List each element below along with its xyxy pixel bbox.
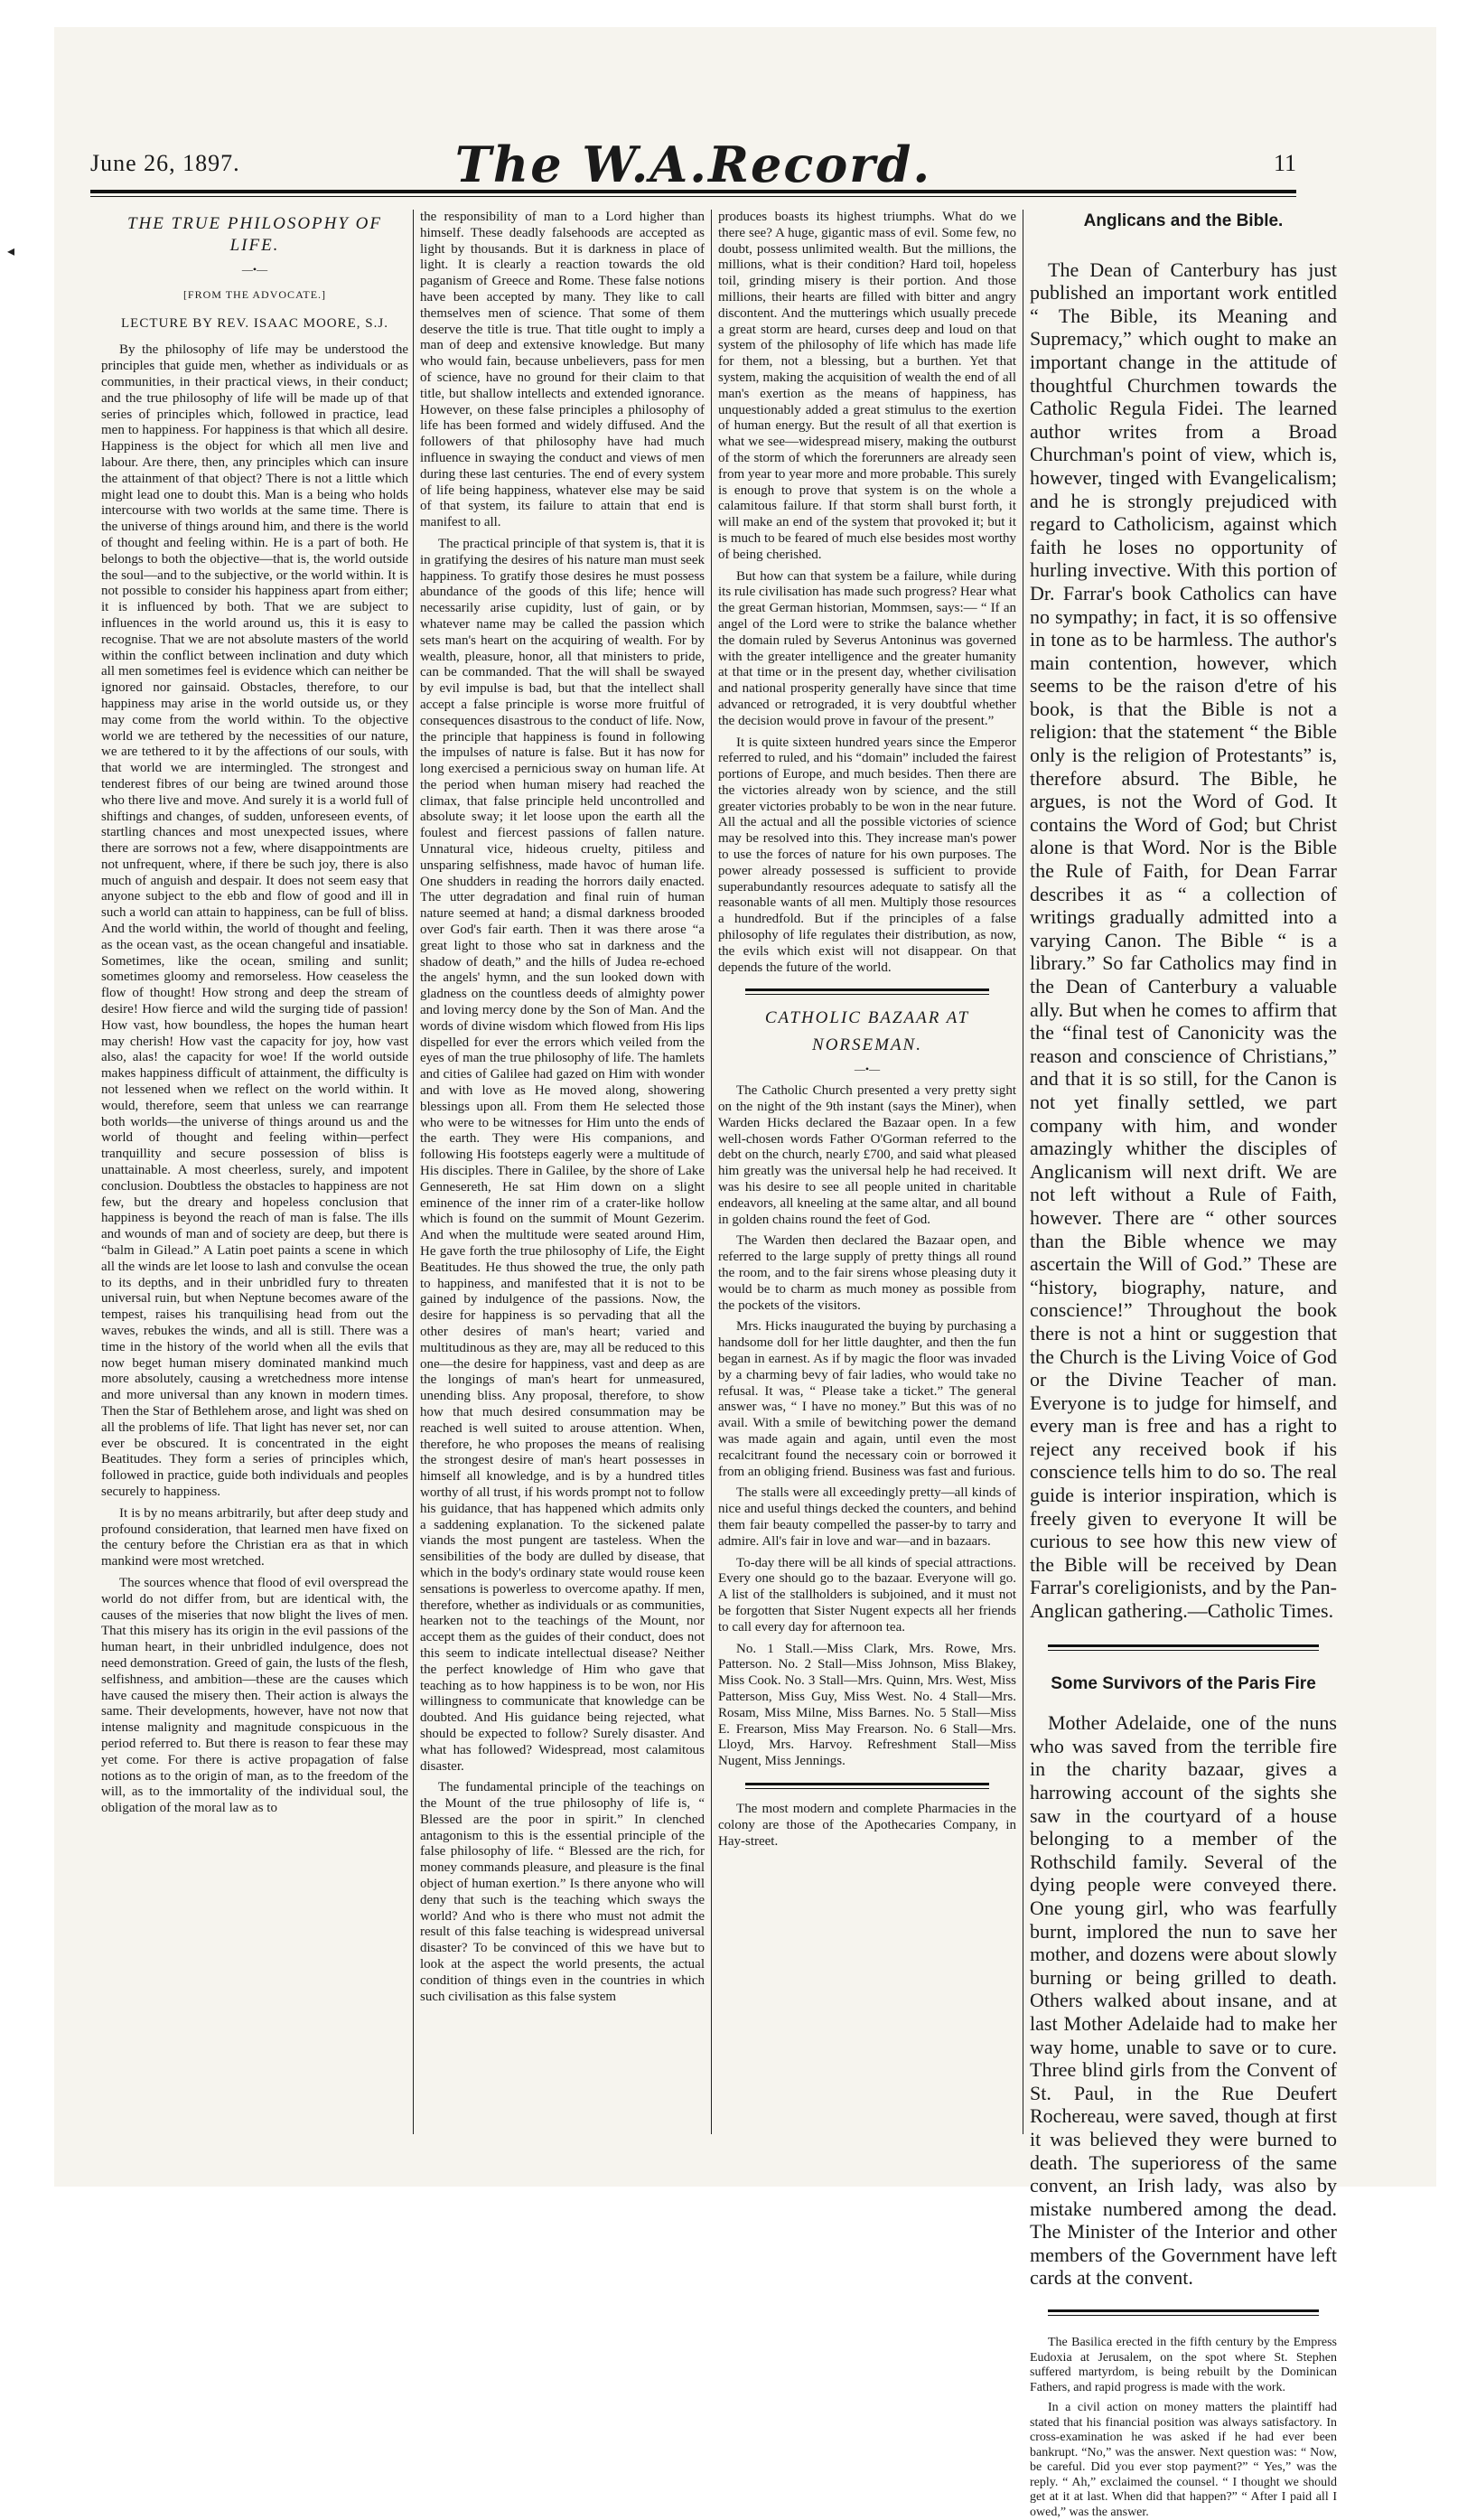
pharmacy-notice: The most modern and complete Pharmacies in the colony are those of the Apothecaries Company, in Hay-street. <box>718 1801 1016 1849</box>
article-paragraph: By the philosophy of life may be understood the principles that guide men, whether as individuals or as communities, in their practical views, in their conduct; and the true philosophy of life will be made up of that series of principles which, followed in practice, lead men to happiness. For happiness is that which all desire. Happiness is the object for which all men live and labour. Are there, then, any principles which can insure the attainment of that object? There is not a little which might lead one to doubt this. Man is a being who holds intercourse with two worlds at the same time. There is the universe of things around him, and there is the world of thought and feeling within. He is a part of both. He belongs to both the objective—that is, the world outside the soul—and to the subjective, or the world within. It is not possible to consider his happiness apart from either; it is influenced by both. That we are subject to influences in the world around us, this it is easy to recognise. That we are not absolute masters of the world within the conflict between inclination and duty which all men sometimes feel is evidence which can neither be ignored nor gainsaid. Obstacles, therefore, to our happiness may arise in the world outside us, or they may come from the world within. To the objective world we are tethered by the necessities of our nature, we are tethered to it by the affections of our souls, with that world we are intermingled. The strongest and tenderest fibres of our being are twined around those who there live and move. And surely it is a world full of shiftings and changes, of sudden, unforeseen events, of startling chances and most unexpected issues, where there are sorrows not a few, where disappointments are not unfrequent, where, if there be such joy, there is also much of anguish and despair. It does not seem easy that anyone subject to the ebb and flow of good and ill in such a world can attain to happiness, can be full of bliss. And the world within, the world of thought and feeling, as the ocean vast, as the ocean changeful and insatiable. Sometimes, like the ocean, smiling and sunlit; sometimes gloomy and remorseless. How ceaseless the flow of thought! How strong and deep the stream of desire! How fierce and wild the surging tide of passion! How vast, how boundless, the hopes the human heart may cherish! How vast the capacity for joy, how vast also, alas! the capacity for woe! If the world outside makes happiness difficult of attainment, the difficulty is not lessened when we reflect on the world within. It would, therefore, seem that unless we can rearrange both worlds—the universe of things around us and the world of thought and feeling within—perfect tranquillity and secure possession of bliss is unattainable. A most cheerless, surely, and impotent conclusion. Doubtless the obstacles to happiness are not few, but the dreary and hopeless conclusion that happiness is beyond the reach of man is false. The ills and wounds of man and of society are deep, but there is “balm in Gilead.” A Latin poet paints a scene in which all the winds are let loose to lash and convulse the ocean to its depths, and in their unbridled fury to threaten universal ruin, but when Neptune becomes aware of the tempest, raises his tranquilising head from out the waves, rebukes the winds, and all is still. There was a time in the history of the world when all the evils that now beget human misery dominated mankind much more absolutely, causing a wretchedness more intense and more universal than any known in modern times. Then the Star of Bethlehem arose, and light was shed on all the problems of life. That light has never set, nor can ever be obscured. It is concentrated in the eight Beatitudes. They form a series of principles which, followed in practice, guide both individuals and peoples securely to happiness. <box>101 342 408 1499</box>
margin-arrow-icon: ◂ <box>7 244 15 259</box>
column-divider <box>413 210 414 2134</box>
article-source: [FROM THE ADVOCATE.] <box>182 287 327 301</box>
article-paragraph: Mother Adelaide, one of the nuns who was saved from the terrible fire in the charity bazaar, gives a harrowing account of the sights she saw in the courtyard of a house belonging to a member of the Rothschild family. Several of the dying people were conveyed there. One young girl, who was fearfully burnt, implored the nun to save her mother, and dozens were about slowly burning or being grilled to death. Others walked about insane, and at last Mother Adelaide had to make her way home, unable to save or to cure. Three blind girls from the Convent of St. Paul, in the Rue Deufert Rochereau, were saved, though at first it was believed they were burned to death. The superioress of the same convent, an Irish lady, was also by mistake numbered among the dead. The Minister of the Interior and other members of the Government have left cards at the convent. <box>1030 1711 1337 2290</box>
ornament-dash: —•— <box>241 263 268 276</box>
section-rule <box>1048 1644 1319 1651</box>
page-number: 11 <box>1273 150 1296 176</box>
ornament-dash: —•— <box>854 1063 881 1076</box>
stallholder-list: No. 1 Stall.—Miss Clark, Mrs. Rowe, Mrs. Patterson. No. 2 Stall—Miss Johnson, Miss Blakey, Miss Cook. No. 3 Stall—Mrs. Quinn, Mrs. West, Miss Patterson, Miss Guy, Miss West. No. 4 Stall—Mrs. Rosam, Miss Milne, Miss Barnes. No. 5 Stall—Miss E. Frearson, Miss May Frearson. No. 6 Stall—Mrs. Lloyd, Mrs. Harvoy. Refreshment Stall—Miss Nugent, Miss Jennings. <box>718 1641 1016 1769</box>
brief-paragraph: In a civil action on money matters the plaintiff had stated that his financial position was always satisfactory. In cross-examination he was asked if he had ever been bankrupt. “No,” was the answer. Next question was: “ Now, be careful. Did you ever stop payment?” “ Yes,” was the reply. “ Ah,” exclaimed the counsel. “ I thought we should get at it at last. When did that happen?” “ After I paid all I owed,” was the answer. <box>1030 2401 1337 2519</box>
bazaar-paragraph: The Catholic Church presented a very pretty sight on the night of the 9th instant (says the Miner), when Warden Hicks declared the Bazaar open. In a few well-chosen words Father O'Gorman referred to the debt on the church, nearly £700, and said what pleased him greatly was the universal help he had received. It was his desire to see all people united in charitable endeavors, all kneeling at the same altar, and all bound in golden chains round the feet of God. <box>718 1083 1016 1227</box>
section-heading: Anglicans and the Bible. <box>1083 211 1284 230</box>
article-paragraph: It is by no means arbitrarily, but after deep study and profound consideration, that learned men have fixed on the century before the Christian era as that in which mankind were most wretched. <box>101 1505 408 1569</box>
article-paragraph: the responsibility of man to a Lord higher than himself. These deadly falsehoods are accepted as light by thousands. But it is darkness in place of light. It is clearly a reaction towards the old paganism of Greece and Rome. These false notions have been accepted by many. They like to call themselves men of science. That some of them deserve the title is true. That title ought to imply a man of deep and extensive knowledge. But many who would fain, because unbelievers, pass for men of science, have no ground for their claim to that title, but shallow intellects and extended ignorance. However, on these false principles a philosophy of life has been formed and widely diffused. And the followers of that philosophy have had much influence in swaying the conduct and views of men during these last centuries. The end of every system of life being happiness, whatever else may be said of that system, its failure to attain that end is manifest to all. <box>420 210 705 530</box>
column-4 <box>1030 210 1337 2519</box>
column-3 <box>718 210 1016 2134</box>
column-1 <box>101 210 408 2134</box>
article-byline: LECTURE BY REV. ISAAC MOORE, S.J. <box>121 315 388 331</box>
bazaar-title-line2: NORSEMAN. <box>812 1035 922 1055</box>
article-title: THE TRUE PHILOSOPHY OF LIFE. <box>126 214 383 255</box>
section-rule <box>1048 2309 1319 2316</box>
column-divider <box>711 210 712 2134</box>
bazaar-paragraph: The Warden then declared the Bazaar open, and referred to the large supply of pretty things all round the room, and to the fair sirens whose pleasing duty it would be to charm as much money as possible from the pockets of the visitors. <box>718 1233 1016 1313</box>
article-paragraph: produces boasts its highest triumphs. What do we there see? A huge, gigantic mass of evil. Some few, no doubt, possess unlimited wealth. But the millions, the millions, what is their condition? Hard toil, hopeless toil, grinding misery is their portion. And those millions, their hearts are filled with bitter and angry discontent. And the mutterings which usually precede a great storm are heard, curses deep and loud on that system of the philosophy of life which has made life for them, not a blessing, but a burthen. Yet that system, making the acquisition of wealth the end of all man's exertion as the means of happiness, has unquestionably added a great stimulus to the exertion of human energy. But the result of all that exertion is what we see—widespread misery, making the outburst of the storm of which the forerunners are already seen from year to year more and more probable. This surely is enough to prove that system is on the whole a calamitous failure. If that storm shall burst forth, it will make an end of the system that provoked it; but it is much to be feared of much else besides most worthy of being cherished. <box>718 210 1016 562</box>
section-rule <box>745 1783 989 1789</box>
article-paragraph: But how can that system be a failure, while during its rule civilisation has made such progress? Hear what the great German historian, Mommsen, says:— “ If an angel of the Lord were to strike the balance whether the domain ruled by Severus Antoninus was governed with the greater intelligence and the greater humanity at that time or in the present day, whether civilisation and national prosperity generally have since that time advanced or retrograded, it is very doubtful whether the decision would prove in favour of the present.” <box>718 568 1016 728</box>
article-paragraph: The Dean of Canterbury has just published an important work entitled “ The Bible, its Meaning and Supremacy,” which ought to make an important change in the attitude of thoughtful Churchmen towards the Catholic Regula Fidei. The learned author writes from a Broad Churchman's point of view, which is, however, tinged with Evangelicalism; and he is strongly prejudiced with regard to Catholicism, against which faith he loses no opportunity of hurling invective. With this portion of Dr. Farrar's book Catholics can have no sympathy; in fact, it is so offensive in tone as to be harmless. The author's main contention, however, which seems to be the raison d'etre of his book, is that the Bible is not a religion: that the statement “ the Bible only is the religion of Protestants” is, therefore absurd. The Bible, he argues, is not the Word of God. It contains the Word of God; but Christ alone is that Word. Nor is the Bible the Rule of Faith, for Dean Farrar describes it as “ a collection of writings gradually admitted into a varying Canon. The Bible “ is a library.” So far Catholics may find in the Dean of Canterbury a valuable ally. But when he comes to affirm that the “final test of Canonicity was the reason and conscience of Christians,” and that it is so still, for the Canon is not yet finally settled, we part company with him, and wonder amazingly whither the disciples of Anglicanism will next drift. We are not left without a Rule of Faith, however. There are “ other sources than the Bible whence we may ascertain the Will of God.” These are “history, biography, nature, and conscience!” Throughout the book there is not a hint or suggestion that the Church is the Living Voice of God or the Divine Teacher of man. Everyone is to judge for himself, and every man is free and has a right to reject any received book if his conscience tells him to do so. The real guide is interior inspiration, which is freely given to everyone It will be curious to see how this new view of the Bible will be received by Dean Farrar's coreligionists, and by the Pan-Anglican gathering.—Catholic Times. <box>1030 258 1337 1623</box>
bazaar-paragraph: To-day there will be all kinds of special attractions. Every one should go to the bazaar. Everyone will go. A list of the stallholders is subjoined, and it must not be forgotten that Sister Nugent expects all her friends to call every day for afternoon tea. <box>718 1555 1016 1635</box>
issue-date: June 26, 1897. <box>90 150 240 176</box>
section-heading: Some Survivors of the Paris Fire <box>1051 1673 1316 1693</box>
article-paragraph: The practical principle of that system is, that it is in gratifying the desires of his nature man must seek happiness. To gratify those desires he must possess abundance of the goods of this life; hence will necessarily arise cupidity, lust of gain, or by whatever name may be called the passion which sets man's heart on the acquiring of wealth. For by wealth, pleasure, honor, all that ministers to pride, can be commanded. That the will shall be swayed by evil impulse is bad, but that the intellect shall accept a false principle is worse more fruitful of consequences disastrous to the conduct of life. Now, the principle that happiness is found in following the impulses of nature is false. But it has now for long exercised a pernicious sway on human life. At the period when human misery had reached the climax, that false principle held uncontrolled and absolute sway; it let loose upon the earth all the foulest and fiercest passions of fallen nature. Unnatural vice, hideous cruelty, pitiless and unsparing selfishness, made havoc of human life. One shudders in reading the horrors daily enacted. The utter degradation and final ruin of human nature seemed at hand; a dismal darkness brooded over God's fair earth. Then it was there arose “a great light to those who sat in darkness and the shadow of death,” and the hills of Judea re-echoed the angels' hymn, and the sun looked down with gladness on the countless deeds of almighty power and loving mercy done by the Son of Man. And the words of divine wisdom which flowed from His lips dispelled for ever the errors which veiled from the eyes of man the true philosophy of life. The hamlets and cities of Galilee had gazed on Him with wonder and with love as He moved along, showering blessings upon all. From them He selected those who were to be witnesses for Him unto the ends of the earth. They were His companions, and following His footsteps eagerly were a multitude of His disciples. There in Galilee, by the shore of Lake Gennesereth, He sat Him down on a slight eminence of the inner rim of a crater-like hollow which is found on the summit of Mount Gezerim. And when the multitude were seated around Him, He gave forth the true philosophy of Life, the Eight Beatitudes. He thus showed the true, the only path to happiness, and manifested that it is not to be gained by indulgence of the passions. Now, the desire for happiness is so pervading that all the other desires of man's heart; varied and multitudinous as they are, may all be reduced to this one—the desire for happiness, vast and deep as are the longings of man's heart for unmeasured, unending bliss. Any proposal, therefore, to show how that much desired consummation may be reached is well suited to arouse attention. When, therefore, he who proposes the means of realising the strongest desire of man's heart possesses in himself all knowledge, and is by a hundred titles worthy of all trust, if his words prompt not to follow his guidance, that has happened which admits only a saddening explanation. To the sickened palate viands the most pungent are tasteless. When the sensibilities of the body are dulled by disease, that which in the body's ordinary state would rouse keen sensations is powerless to overcome apathy. If men, therefore, whether as individuals or as communities, hearken not to the teachings of the Mount, nor accept them as the guides of their conduct, does not this seem to indicate intellectual disease? Neither the perfect knowledge of Him who gave that teaching as to how happiness is to be won, nor His willingness to communicate that knowledge can be doubted. And His guidance being rejected, what should be expected to follow? Surely disaster. And what has followed? Widespread, most calamitous disaster. <box>420 536 705 1774</box>
column-2 <box>420 210 705 2134</box>
bazaar-title: CATHOLIC BAZAAR AT <box>764 1008 970 1028</box>
page-header <box>90 136 1296 193</box>
brief-paragraph: The Basilica erected in the fifth century by the Empress Eudoxia at Jerusalem, on the spot where St. Stephen suffered martyrdom, is being rebuilt by the Dominican Fathers, and rapid progress is made with the work. <box>1030 2336 1337 2394</box>
bazaar-paragraph: Mrs. Hicks inaugurated the buying by purchasing a handsome doll for her little daughter, and then the fun began in earnest. As if by magic the floor was invaded by a charming bevy of fair ladies, who would take no refusal. It was, “ Please take a ticket.” The general answer was, “ I have no money.” But this was of no avail. With a smile of bewitching power the demand was made again and again, until even the most recalcitrant found the necessary coin or borrowed it from an obliging friend. Business was fast and furious. <box>718 1319 1016 1479</box>
section-rule <box>745 988 989 995</box>
article-paragraph: It is quite sixteen hundred years since the Emperor referred to ruled, and his “domain” included the fairest portions of Europe, and much besides. Then there are the victories already won by science, and the still greater victories probably to be won in the near future. All the actual and all the possible victories of science may be resolved into this. They increase man's power to use the forces of nature for his own purposes. The power already possessed is sufficient to provide superabundantly resources adequate to satisfy all the reasonable wants of all men. Multiply those resources a hundredfold. But if the principles of a false philosophy of life regulates their distribution, as now, the evils which exist will not disappear. On that depends the future of the world. <box>718 735 1016 975</box>
header-rule <box>90 190 1296 197</box>
masthead: The W.A.Record. <box>454 136 932 193</box>
article-paragraph: The fundamental principle of the teachings on the Mount of the true philosophy of life is, “ Blessed are the poor in spirit.” In clenched antagonism to this is the essential principle of the false philosophy of life. “ Blessed are the rich, for money commands pleasure, and pleasure is the final object of human exertion.” Is there anyone who will deny that such is the teaching which sways the world? And who is there who must not admit the result of this false teaching is widespread universal disaster? To be convinced of this we have but to look at the aspect the world presents, the actual condition of things even in the countries in which such civilisation as this false system <box>420 1780 705 2004</box>
bazaar-paragraph: The stalls were all exceedingly pretty—all kinds of nice and useful things decked the counters, and behind them fair beauty compelled the passer-by to tarry and admire. All's fair in love and war—and in bazaars. <box>718 1485 1016 1549</box>
article-paragraph: The sources whence that flood of evil overspread the world do not differ from, but are identical with, the causes of the miseries that now blight the lives of men. That this misery has its origin in the evil passions of the human heart, in their unbridled indulgence, does not need demonstration. Greed of gain, the lusts of the flesh, selfishness, and ambition—these are the causes which have caused the misery then. Their action is always the same. Their developments, however, have not now that intense malignity and magnitude conspicuous in the period referred to. But there is reason to fear these may yet come. For there is active propagation of false notions as to the origin of man, as to the freedom of the will, as to the immortality of the individual soul, the obligation of the moral law as to <box>101 1575 408 1816</box>
